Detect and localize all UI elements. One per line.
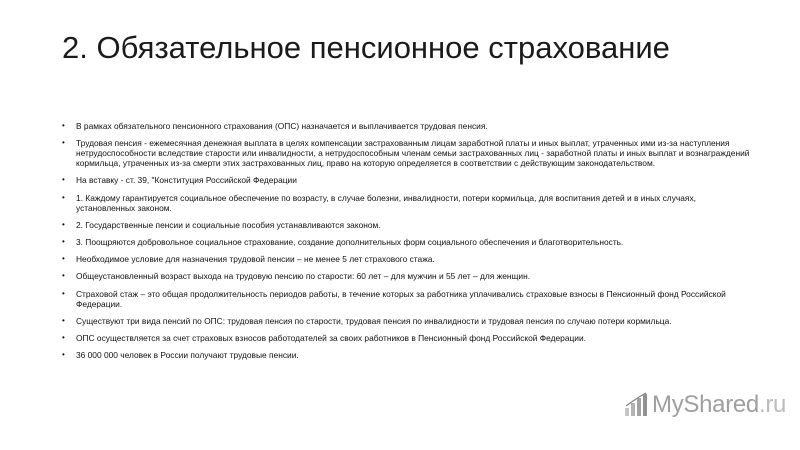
watermark-text — [652, 390, 786, 420]
bullet-dot: • — [62, 271, 65, 281]
bullet-text: ОПС осуществляется за счет страховых взносов работодателей за своих работников в Пенсионный фонд Российской Федерации. — [76, 332, 586, 343]
bullet-item — [62, 138, 752, 168]
bullet-dot: • — [62, 332, 65, 342]
bullet-item — [62, 316, 752, 326]
bullet-item — [62, 333, 752, 343]
bullet-item — [62, 193, 752, 213]
bullet-text: 36 000 000 человек в России получают трудовые пенсии. — [76, 350, 299, 361]
bullet-item — [62, 220, 752, 230]
slide-title: 2. Обязательное пенсионное страхование — [62, 30, 670, 65]
bullet-dot: • — [62, 236, 65, 246]
bullet-text: Трудовая пенсия - ежемесячная денежная выплата в целях компенсации застрахованным лицам заработной платы и иных выплат, утраченных ими из-за наступления нетрудоспособности вследствие старости или инвалидности, а нетрудоспособным членам семьи застрахованных лиц - заработной платы и иных выплат и вознаграждений кормильца, утраченных из-за смерти этих застрахованных лиц, право на которую определяется в соответствии с действующим законодательством. — [76, 138, 750, 169]
bullet-list — [62, 121, 752, 367]
mycharted-logo-icon — [623, 392, 649, 418]
bullet-text: В рамках обязательного пенсионного страхования (ОПС) назначается и выплачивается трудовая пенсия. — [76, 121, 488, 131]
bullet-text: Существуют три вида пенсий по ОПС: трудовая пенсия по старости, трудовая пенсия по инвалидности и трудовая пенсия по случаю потери кормильца. — [76, 315, 672, 326]
bullet-item — [62, 289, 752, 309]
bullet-item — [62, 350, 752, 360]
bullet-dot: • — [62, 288, 65, 298]
watermark — [623, 390, 786, 420]
bullet-text: Страховой стаж – это общая продолжительность периодов работы, в течение которых за работника уплачивались страховые взносы в Пенсионный фонд Российской Федерации. — [76, 288, 726, 309]
watermark-suffix: .ru — [758, 391, 787, 418]
bullet-dot: • — [62, 350, 65, 360]
bullet-text: 3. Поощряются добровольное социальное страхование, создание дополнительных форм социального обеспечения и благотворительность. — [76, 236, 624, 247]
bullet-dot: • — [62, 138, 65, 148]
bullet-dot: • — [62, 219, 65, 229]
bullet-text: На вставку - ст. 39, "Конституция Российской Федерации — [76, 175, 297, 186]
bullet-dot: • — [62, 315, 65, 325]
bullet-text: Общеустановленный возраст выхода на трудовую пенсию по старости: 60 лет – для мужчин и 55 лет – для женщин. — [76, 271, 531, 282]
bullet-dot: • — [62, 192, 65, 202]
bullet-dot: • — [62, 254, 65, 264]
bullet-item — [62, 271, 752, 281]
bullet-dot: • — [62, 175, 65, 185]
bullet-item — [62, 175, 752, 185]
bullet-text: 1. Каждому гарантируется социальное обеспечение по возрасту, в случае болезни, инвалидности, потери кормильца, для воспитания детей и в иных случаях, установленных законом. — [76, 192, 696, 213]
bullet-text: 2. Государственные пенсии и социальные пособия устанавливаются законом. — [76, 219, 381, 230]
bullet-dot: • — [62, 121, 65, 130]
bullet-item — [62, 254, 752, 264]
bullet-item — [62, 121, 752, 131]
bullet-text: Необходимое условие для назначения трудовой пенсии – не менее 5 лет страхового стажа. — [76, 254, 435, 265]
watermark-brand: MyShared — [652, 391, 759, 418]
bullet-item — [62, 237, 752, 247]
